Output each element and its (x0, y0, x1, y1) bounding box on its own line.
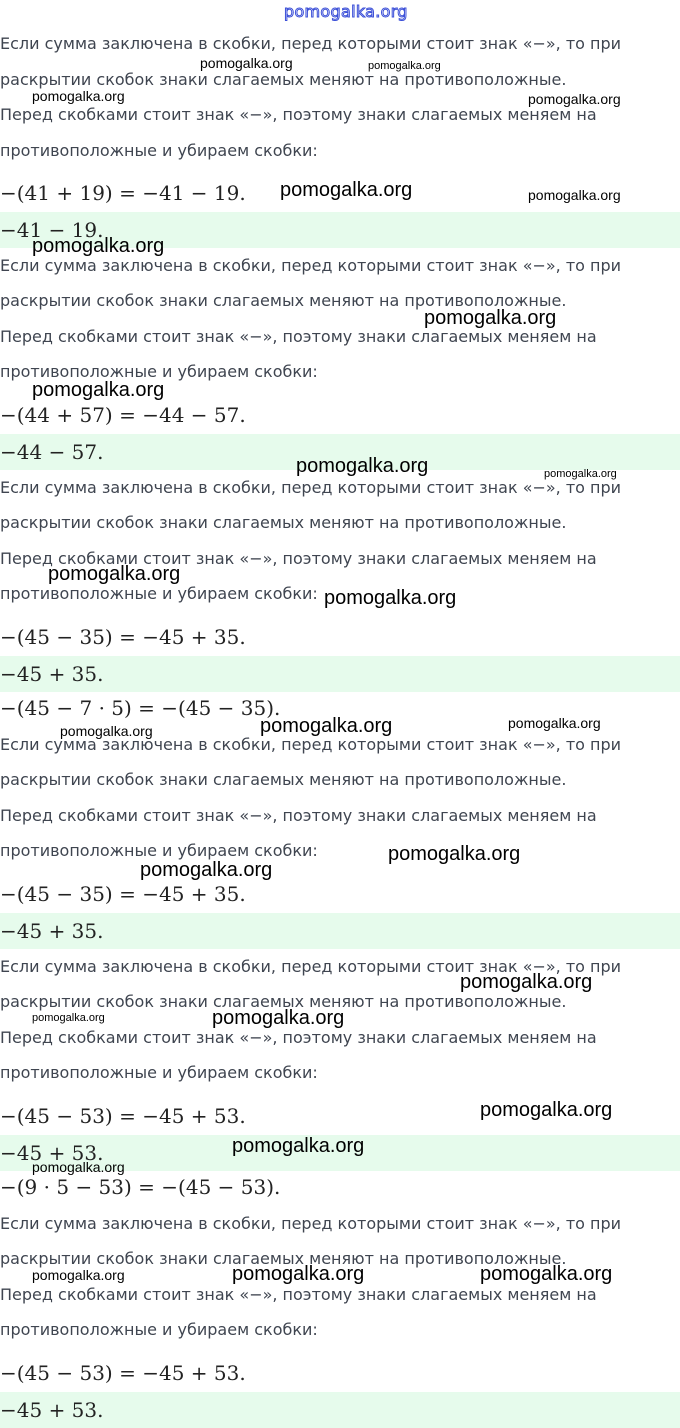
step-line-2: противоположные и убираем скобки: (0, 141, 318, 160)
step-line-1: Перед скобками стоит знак «−», поэтому знаки слагаемых меняем на (0, 549, 597, 568)
watermark: pomogalka.org (528, 187, 621, 203)
watermark: pomogalka.org (32, 1012, 105, 1024)
watermark: pomogalka.org (32, 379, 165, 401)
rule-line-2: раскрытии скобок знаки слагаемых меняют на противоположные. (0, 1249, 567, 1268)
step-line-1: Перед скобками стоит знак «−», поэтому знаки слагаемых меняем на (0, 105, 597, 124)
watermark: pomogalka.org (368, 60, 441, 72)
watermark: pomogalka.org (260, 715, 393, 737)
watermark: pomogalka.org (424, 307, 557, 329)
step-line-2: противоположные и убираем скобки: (0, 1320, 318, 1339)
formula: −(41 + 19) = −41 − 19. (0, 181, 246, 205)
step-line-2: противоположные и убираем скобки: (0, 584, 318, 603)
answer-row: −44 − 57. (0, 434, 680, 470)
watermark: pomogalka.org (200, 55, 293, 71)
watermark: pomogalka.org (508, 715, 601, 731)
formula-extra: −(45 − 7 · 5) = −(45 − 35). (0, 696, 281, 720)
watermark: pomogalka.org (324, 587, 457, 609)
step-line-2: противоположные и убираем скобки: (0, 1063, 318, 1082)
watermark: pomogalka.org (296, 455, 429, 477)
formula: −(44 + 57) = −44 − 57. (0, 403, 246, 427)
rule-line-1: Если сумма заключена в скобки, перед которыми стоит знак «−», то при (0, 1214, 622, 1233)
step-line-1: Перед скобками стоит знак «−», поэтому знаки слагаемых меняем на (0, 1028, 597, 1047)
rule-line-2: раскрытии скобок знаки слагаемых меняют на противоположные. (0, 770, 567, 789)
step-line-2: противоположные и убираем скобки: (0, 841, 318, 860)
step-line-1: Перед скобками стоит знак «−», поэтому знаки слагаемых меняем на (0, 806, 597, 825)
formula: −(45 − 35) = −45 + 35. (0, 625, 246, 649)
rule-line-1: Если сумма заключена в скобки, перед которыми стоит знак «−», то при (0, 34, 622, 53)
formula: −(45 − 53) = −45 + 53. (0, 1104, 246, 1128)
watermark: pomogalka.org (232, 1135, 365, 1157)
rule-line-1: Если сумма заключена в скобки, перед которыми стоит знак «−», то при (0, 478, 622, 497)
rule-line-1: Если сумма заключена в скобки, перед которыми стоит знак «−», то при (0, 256, 622, 275)
watermark: pomogalka.org (212, 1007, 345, 1029)
rule-line-2: раскрытии скобок знаки слагаемых меняют на противоположные. (0, 992, 567, 1011)
rule-line-1: Если сумма заключена в скобки, перед которыми стоит знак «−», то при (0, 957, 622, 976)
site-header-logo[interactable]: pomogalka.org (284, 2, 408, 21)
watermark: pomogalka.org (480, 1263, 613, 1285)
watermark: pomogalka.org (32, 235, 165, 257)
answer-row: −45 + 35. (0, 913, 680, 949)
formula: −(45 − 53) = −45 + 53. (0, 1361, 246, 1385)
rule-line-2: раскрытии скобок знаки слагаемых меняют на противоположные. (0, 70, 567, 89)
formula-extra: −(9 · 5 − 53) = −(45 − 53). (0, 1175, 281, 1199)
watermark: pomogalka.org (460, 971, 593, 993)
watermark: pomogalka.org (32, 1267, 125, 1283)
answer-row: −45 + 53. (0, 1392, 680, 1428)
watermark: pomogalka.org (388, 843, 521, 865)
rule-line-2: раскрытии скобок знаки слагаемых меняют на противоположные. (0, 513, 567, 532)
watermark: pomogalka.org (528, 91, 621, 107)
answer-row: −41 − 19. (0, 212, 680, 248)
answer-row: −45 + 53. (0, 1135, 680, 1171)
watermark: pomogalka.org (544, 468, 617, 480)
watermark: pomogalka.org (32, 1159, 125, 1175)
watermark: pomogalka.org (480, 1099, 613, 1121)
answer-row: −45 + 35. (0, 656, 680, 692)
formula: −(45 − 35) = −45 + 35. (0, 882, 246, 906)
watermark: pomogalka.org (232, 1263, 365, 1285)
step-line-1: Перед скобками стоит знак «−», поэтому знаки слагаемых меняем на (0, 1285, 597, 1304)
rule-line-2: раскрытии скобок знаки слагаемых меняют на противоположные. (0, 291, 567, 310)
step-line-1: Перед скобками стоит знак «−», поэтому знаки слагаемых меняем на (0, 327, 597, 346)
watermark: pomogalka.org (280, 179, 413, 201)
step-line-2: противоположные и убираем скобки: (0, 362, 318, 381)
watermark: pomogalka.org (32, 88, 125, 104)
watermark: pomogalka.org (60, 723, 153, 739)
watermark: pomogalka.org (140, 859, 273, 881)
watermark: pomogalka.org (48, 563, 181, 585)
rule-line-1: Если сумма заключена в скобки, перед которыми стоит знак «−», то при (0, 735, 622, 754)
